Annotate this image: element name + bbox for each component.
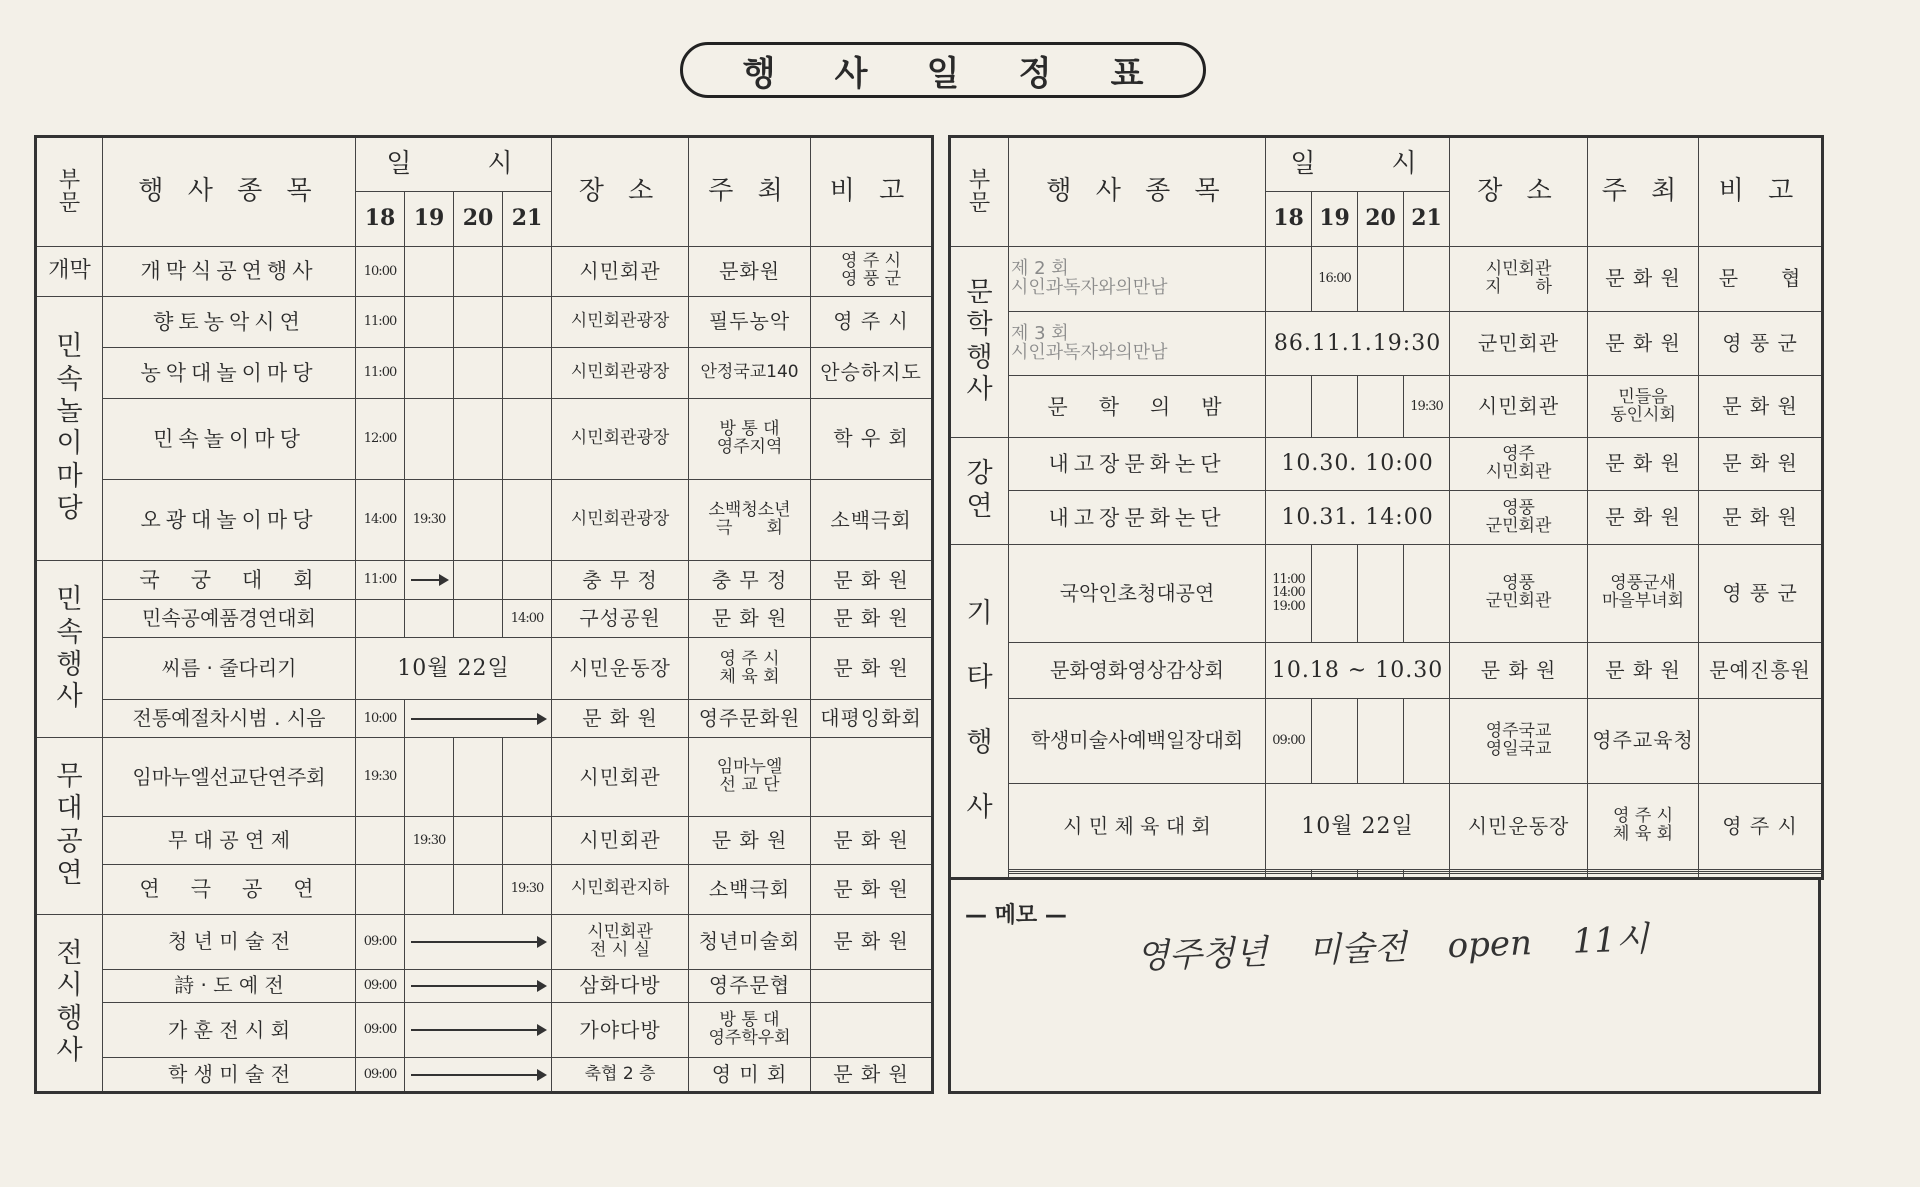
- time-day-18: [1266, 874, 1312, 879]
- time-day-18: [1266, 376, 1312, 437]
- time-day-18: 11:00: [356, 296, 405, 347]
- time-day-21: [1404, 247, 1450, 312]
- event-name: 개막식공연행사: [103, 247, 356, 297]
- place-cell: 시민회관 전 시 실: [552, 914, 689, 969]
- host-cell: 소백청소년 극 회: [689, 479, 811, 560]
- title-char: 표: [1110, 53, 1144, 94]
- schedule-table-right: [948, 135, 1824, 880]
- time-day-18: [356, 600, 405, 637]
- note-cell: 안승하지도: [811, 347, 933, 398]
- page-title: [680, 42, 1206, 98]
- place-cell: 군민회관: [1450, 311, 1588, 376]
- time-day-21: [503, 398, 552, 479]
- host-cell: [1588, 874, 1699, 879]
- event-name: 민속공예품경연대회: [103, 600, 356, 637]
- event-name: 학생미술사예백일장대회: [1009, 698, 1266, 783]
- event-name: 무 대 공 연 제: [103, 817, 356, 865]
- time-day-19: 19:30: [405, 817, 454, 865]
- note-cell: 문 화 원: [811, 864, 933, 914]
- table-row: [950, 874, 1823, 879]
- time-day-19: [405, 247, 454, 297]
- event-name: 전통예절차시범 . 시음: [103, 700, 356, 738]
- header-host: 주 최: [689, 137, 811, 247]
- host-cell: 필두농악: [689, 296, 811, 347]
- continuation-arrow: [405, 700, 552, 738]
- table-row: [36, 737, 933, 816]
- table-row: [36, 479, 933, 560]
- host-cell: 문 화 원: [1588, 491, 1699, 545]
- place-cell: 삼화다방: [552, 969, 689, 1002]
- time-day-18: 12:00: [356, 398, 405, 479]
- time-day-21: [503, 737, 552, 816]
- header-day-20: 20: [1358, 192, 1404, 247]
- host-cell: 문화원: [689, 247, 811, 297]
- time-day-20: [454, 247, 503, 297]
- memo-label: — 메모 —: [965, 903, 1067, 928]
- table-row: [950, 544, 1823, 642]
- table-row: [36, 817, 933, 865]
- time-day-21: [503, 479, 552, 560]
- time-day-20: [1358, 698, 1404, 783]
- host-cell: 영주문화원: [689, 700, 811, 738]
- host-cell: 청년미술회: [689, 914, 811, 969]
- header-place: 장 소: [552, 137, 689, 247]
- host-cell: 영 주 시 체 육 회: [1588, 784, 1699, 869]
- note-cell: 문 화 원: [811, 637, 933, 700]
- table-row: [36, 296, 933, 347]
- memo-handwritten-note: 영주청년 미술전 open 11시: [1135, 919, 1650, 977]
- host-cell: 방 통 대 영주지역: [689, 398, 811, 479]
- category-cell: 기 타 행 사: [950, 544, 1009, 878]
- time-day-21: [503, 817, 552, 865]
- time-day-18: 11:00: [356, 347, 405, 398]
- host-cell: 민들음 동인시회: [1588, 376, 1699, 437]
- title-char: 사: [834, 53, 868, 94]
- table-row: [36, 700, 933, 738]
- continuation-arrow: [405, 561, 454, 600]
- event-name: 가 훈 전 시 회: [103, 1003, 356, 1058]
- header-category: 부 문: [36, 137, 103, 247]
- time-day-20: [454, 296, 503, 347]
- place-cell: 시민운동장: [552, 637, 689, 700]
- place-cell: 문 화 원: [552, 700, 689, 738]
- event-name: 문 학 의 밤: [1009, 376, 1266, 437]
- header-event: 행 사 종 목: [103, 137, 356, 247]
- time-day-20: [454, 864, 503, 914]
- time-day-19: [405, 296, 454, 347]
- time-day-21: 19:30: [1404, 376, 1450, 437]
- arrow-right-icon: [411, 1029, 545, 1031]
- note-cell: 영 풍 군: [1699, 544, 1823, 642]
- header-day-21: 21: [1404, 192, 1450, 247]
- place-cell: 영주국교 영일국교: [1450, 698, 1588, 783]
- time-day-18: [356, 864, 405, 914]
- host-cell: 문 화 원: [689, 817, 811, 865]
- host-cell: 영 주 시 체 육 회: [689, 637, 811, 700]
- place-cell: 시민회관광장: [552, 479, 689, 560]
- event-name: 詩 · 도 예 전: [103, 969, 356, 1002]
- time-day-19: [1312, 544, 1358, 642]
- time-day-18: [356, 817, 405, 865]
- place-cell: 영풍 군민회관: [1450, 544, 1588, 642]
- time-day-18: 11:00 14:00 19:00: [1266, 544, 1312, 642]
- title-char: 행: [742, 53, 776, 94]
- host-cell: 영주문협: [689, 969, 811, 1002]
- time-day-19: [1312, 376, 1358, 437]
- note-cell: 문 화 원: [1699, 437, 1823, 491]
- time-day-21: [503, 561, 552, 600]
- event-name: 내고장문화논단: [1009, 437, 1266, 491]
- table-row: [36, 1058, 933, 1093]
- time-day-20: [454, 347, 503, 398]
- header-category: 부 문: [950, 137, 1009, 247]
- time-day-18: 09:00: [356, 914, 405, 969]
- table-row: [950, 698, 1823, 783]
- date-span: 10.31. 14:00: [1266, 491, 1450, 545]
- time-day-18: 10:00: [356, 700, 405, 738]
- host-cell: 영주교육청: [1588, 698, 1699, 783]
- table-row: [36, 637, 933, 700]
- arrow-right-icon: [411, 985, 545, 987]
- time-day-21: [503, 347, 552, 398]
- category-cell: 민 속 행 사: [36, 561, 103, 738]
- continuation-arrow: [405, 1058, 552, 1093]
- table-row: [36, 398, 933, 479]
- event-name: 문화영화영상감상회: [1009, 642, 1266, 698]
- host-cell: 영풍군새 마을부녀회: [1588, 544, 1699, 642]
- time-day-18: 19:30: [356, 737, 405, 816]
- note-cell: 영 주 시: [811, 296, 933, 347]
- table-row: [36, 864, 933, 914]
- host-cell: 영 미 회: [689, 1058, 811, 1093]
- host-cell: 방 통 대 영주학우회: [689, 1003, 811, 1058]
- date-span: 86.11.1.19:30: [1266, 311, 1450, 376]
- host-cell: 충 무 정: [689, 561, 811, 600]
- time-day-20: [454, 737, 503, 816]
- place-cell: 충 무 정: [552, 561, 689, 600]
- note-cell: 문 화 원: [811, 914, 933, 969]
- table-row: [36, 914, 933, 969]
- place-cell: 시민회관광장: [552, 398, 689, 479]
- place-cell: 시민회관: [1450, 376, 1588, 437]
- time-day-21: 19:30: [503, 864, 552, 914]
- note-cell: 대평잉화회: [811, 700, 933, 738]
- table-row: [36, 247, 933, 297]
- event-name: 민속놀이마당: [103, 398, 356, 479]
- time-day-19: [405, 864, 454, 914]
- header-place: 장 소: [1450, 137, 1588, 247]
- date-span: 10.30. 10:00: [1266, 437, 1450, 491]
- place-cell: 시민회관: [552, 247, 689, 297]
- note-cell: 문 화 원: [811, 1058, 933, 1093]
- time-day-20: [1358, 247, 1404, 312]
- arrow-right-icon: [411, 579, 447, 581]
- table-row: [36, 600, 933, 637]
- date-span: 10.18 ~ 10.30: [1266, 642, 1450, 698]
- note-cell: 문예진흥원: [1699, 642, 1823, 698]
- table-row: [950, 247, 1823, 312]
- place-cell: 문 화 원: [1450, 642, 1588, 698]
- time-day-21: 14:00: [503, 600, 552, 637]
- arrow-right-icon: [411, 1074, 545, 1076]
- note-cell: 영 풍 군: [1699, 311, 1823, 376]
- time-day-20: [454, 479, 503, 560]
- category-cell: 강 연: [950, 437, 1009, 544]
- table-row: [950, 491, 1823, 545]
- time-day-19: [405, 398, 454, 479]
- time-day-20: [454, 600, 503, 637]
- header-note: 비 고: [811, 137, 933, 247]
- header-day-21: 21: [503, 192, 552, 247]
- table-row: [950, 642, 1823, 698]
- date-span: 10월 22일: [356, 637, 552, 700]
- header-day-19: 19: [405, 192, 454, 247]
- table-row: [950, 376, 1823, 437]
- date-span: 10월 22일: [1266, 784, 1450, 869]
- header-event: 행 사 종 목: [1009, 137, 1266, 247]
- continuation-arrow: [405, 1003, 552, 1058]
- time-day-21: [503, 296, 552, 347]
- note-cell: 소백극회: [811, 479, 933, 560]
- host-cell: 임마누엘 선 교 단: [689, 737, 811, 816]
- time-day-21: [1404, 698, 1450, 783]
- time-day-19: 19:30: [405, 479, 454, 560]
- event-name: 씨름 · 줄다리기: [103, 637, 356, 700]
- event-name: 제 3 회 시인과독자와의만남: [1009, 311, 1266, 376]
- place-cell: 가야다방: [552, 1003, 689, 1058]
- host-cell: 문 화 원: [1588, 437, 1699, 491]
- note-cell: [1699, 874, 1823, 879]
- table-row: [36, 1003, 933, 1058]
- time-day-18: 10:00: [356, 247, 405, 297]
- place-cell: 영주 시민회관: [1450, 437, 1588, 491]
- header-note: 비 고: [1699, 137, 1823, 247]
- place-cell: 영풍 군민회관: [1450, 491, 1588, 545]
- header-day-19: 19: [1312, 192, 1358, 247]
- time-day-20: [1358, 874, 1404, 879]
- category-cell: 개막: [36, 247, 103, 297]
- category-cell: 문 학 행 사: [950, 247, 1009, 438]
- category-cell: 전 시 행 사: [36, 914, 103, 1092]
- time-day-19: [405, 600, 454, 637]
- time-day-19: [405, 347, 454, 398]
- time-day-20: [454, 817, 503, 865]
- place-cell: [1450, 874, 1588, 879]
- event-name: [1009, 874, 1266, 879]
- note-cell: 문 화 원: [811, 600, 933, 637]
- continuation-arrow: [405, 969, 552, 1002]
- note-cell: 문 화 원: [811, 561, 933, 600]
- place-cell: 시민회관지하: [552, 864, 689, 914]
- schedule-table-left: [34, 135, 934, 1094]
- continuation-arrow: [405, 914, 552, 969]
- host-cell: 문 화 원: [689, 600, 811, 637]
- category-cell: 무 대 공 연: [36, 737, 103, 914]
- time-day-21: [1404, 874, 1450, 879]
- title-char: 정: [1018, 53, 1052, 94]
- note-cell: 영 주 시: [1699, 784, 1823, 869]
- event-name: 향토농악시연: [103, 296, 356, 347]
- event-name: 내고장문화논단: [1009, 491, 1266, 545]
- place-cell: 시민회관광장: [552, 347, 689, 398]
- event-name: 농악대놀이마당: [103, 347, 356, 398]
- header-day-18: 18: [1266, 192, 1312, 247]
- title-char: 일: [926, 53, 960, 94]
- event-name: 시 민 체 육 대 회: [1009, 784, 1266, 869]
- event-name: 국악인초청대공연: [1009, 544, 1266, 642]
- event-name: 제 2 회 시인과독자와의만남: [1009, 247, 1266, 312]
- header-host: 주 최: [1588, 137, 1699, 247]
- place-cell: 시민회관 지 하: [1450, 247, 1588, 312]
- event-name: 연 극 공 연: [103, 864, 356, 914]
- time-day-18: 09:00: [1266, 698, 1312, 783]
- host-cell: 소백극회: [689, 864, 811, 914]
- arrow-right-icon: [411, 718, 545, 720]
- header-datetime: 일 시: [356, 137, 552, 192]
- time-day-20: [1358, 544, 1404, 642]
- time-day-19: [405, 737, 454, 816]
- host-cell: 문 화 원: [1588, 247, 1699, 312]
- place-cell: 시민회관광장: [552, 296, 689, 347]
- time-day-18: 11:00: [356, 561, 405, 600]
- note-cell: [811, 969, 933, 1002]
- table-row: [36, 561, 933, 600]
- table-row: [950, 311, 1823, 376]
- note-cell: 학 우 회: [811, 398, 933, 479]
- arrow-right-icon: [411, 941, 545, 943]
- table-row: [36, 969, 933, 1002]
- time-day-19: [1312, 698, 1358, 783]
- time-day-18: 09:00: [356, 969, 405, 1002]
- place-cell: 구성공원: [552, 600, 689, 637]
- header-day-20: 20: [454, 192, 503, 247]
- header-day-18: 18: [356, 192, 405, 247]
- note-cell: 문 협: [1699, 247, 1823, 312]
- time-day-21: [503, 247, 552, 297]
- note-cell: [811, 737, 933, 816]
- place-cell: 축협 2 층: [552, 1058, 689, 1093]
- time-day-18: 09:00: [356, 1003, 405, 1058]
- table-row: [950, 784, 1823, 869]
- event-name: 임마누엘선교단연주회: [103, 737, 356, 816]
- event-name: 오광대놀이마당: [103, 479, 356, 560]
- event-name: 청 년 미 술 전: [103, 914, 356, 969]
- place-cell: 시민운동장: [1450, 784, 1588, 869]
- category-cell: 민 속 놀 이 마 당: [36, 296, 103, 560]
- host-cell: 문 화 원: [1588, 311, 1699, 376]
- table-row: [36, 347, 933, 398]
- event-name: 학 생 미 술 전: [103, 1058, 356, 1093]
- note-cell: [1699, 698, 1823, 783]
- host-cell: 안정국교140: [689, 347, 811, 398]
- time-day-20: [454, 561, 503, 600]
- memo-box: [948, 880, 1821, 1094]
- note-cell: 문 화 원: [1699, 491, 1823, 545]
- place-cell: 시민회관: [552, 737, 689, 816]
- time-day-20: [1358, 376, 1404, 437]
- note-cell: 영 주 시 영 풍 군: [811, 247, 933, 297]
- time-day-19: [1312, 874, 1358, 879]
- time-day-18: 14:00: [356, 479, 405, 560]
- time-day-18: [1266, 247, 1312, 312]
- host-cell: 문 화 원: [1588, 642, 1699, 698]
- event-name: 국 궁 대 회: [103, 561, 356, 600]
- note-cell: 문 화 원: [1699, 376, 1823, 437]
- table-row: [950, 437, 1823, 491]
- place-cell: 시민회관: [552, 817, 689, 865]
- time-day-18: 09:00: [356, 1058, 405, 1093]
- header-datetime: 일 시: [1266, 137, 1450, 192]
- note-cell: 문 화 원: [811, 817, 933, 865]
- time-day-20: [454, 398, 503, 479]
- note-cell: [811, 1003, 933, 1058]
- time-day-19: 16:00: [1312, 247, 1358, 312]
- time-day-21: [1404, 544, 1450, 642]
